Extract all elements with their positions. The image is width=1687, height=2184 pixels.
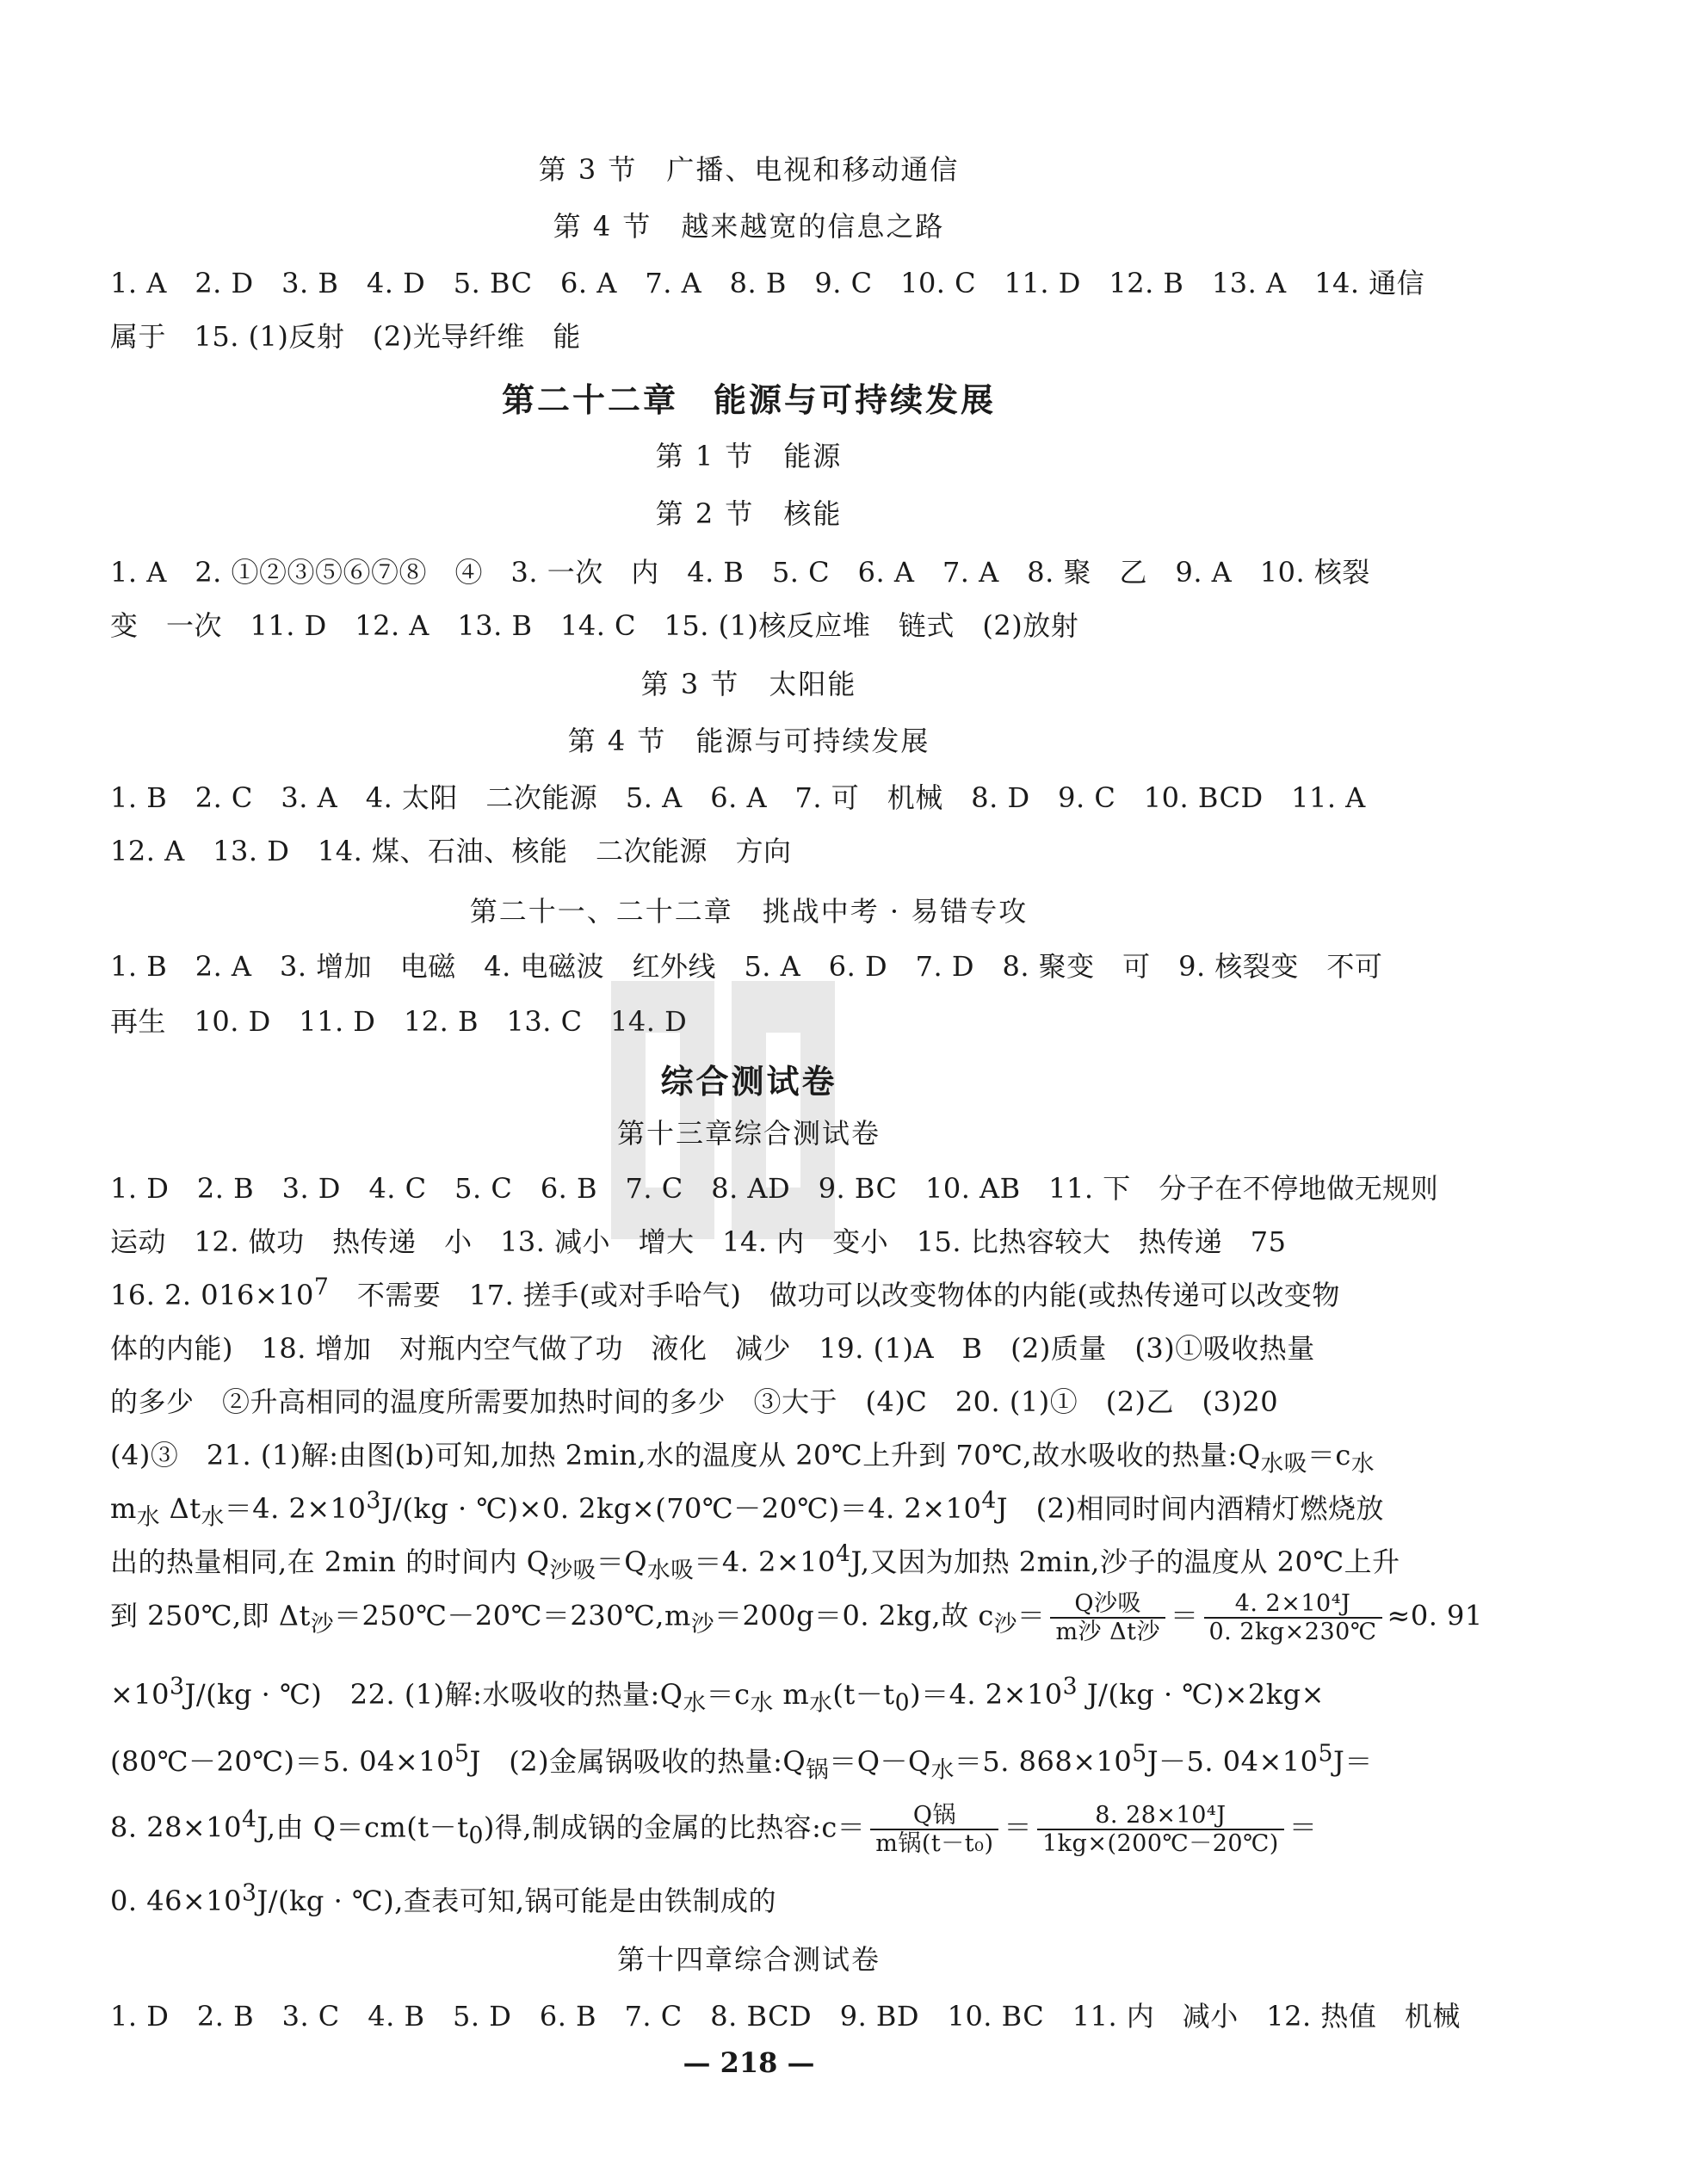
page-number-dash-left: — — [683, 2046, 711, 2079]
answer-line: 属于 15. (1)反射 (2)光导纤维 能 — [110, 320, 581, 353]
answer-line: 12. A 13. D 14. 煤、石油、核能 二次能源 方向 — [110, 835, 792, 867]
section-title-tests: 综合测试卷 — [660, 1063, 837, 1101]
fraction: $\frac{\text{4. 2×10⁴J}}{0. 2kg\times 230℃}$ — [1204, 1590, 1382, 1645]
answer-line: 16. 2. $016\times 10^7$ 不需要 17. 搓手(或对手哈气) 做功可以改变物体的内能(或热传递可以改变物 — [110, 1274, 1340, 1311]
answer-line: 1. A 2. D 3. B 4. D 5. BC 6. A 7. A 8. B 9. C 10. C 11. D 12. B 13. A 14. 通信 — [110, 267, 1425, 299]
section-title-solar: 第 3 节 太阳能 — [640, 668, 857, 700]
fraction: $\frac{\text{Q锅}}{\text{m锅(t－t₀)}}$ — [870, 1802, 998, 1857]
fraction: $\frac{\text{Q沙吸}}{\text{m沙 Δt沙}}$ — [1050, 1590, 1165, 1645]
section-title-nuclear: 第 2 节 核能 — [655, 497, 843, 530]
answer-line: 体的内能) 18. 增加 对瓶内空气做了功 液化 减少 19. (1)A B (2)质量 (3)①吸收热量 — [110, 1332, 1315, 1365]
answer-line: 1. B 2. A 3. 增加 电磁 4. 电磁波 红外线 5. A 6. D 7. D 8. 聚变 可 9. 核裂变 不可 — [110, 950, 1383, 983]
answer-line: $\times 10^3J/(kg$ · ℃) 22. (1)解:水吸收的热量$:Q_水=c_水$ $m_水(t-t_0)=4$. $2\times 10^3$ J/(kg · ℃)×2kg× — [110, 1673, 1325, 1717]
section-title-ch14-test: 第十四章综合测试卷 — [616, 1943, 881, 1976]
answer-line: 出的热量相同,在 2min 的时间内 $Q_{沙吸}=Q_{水吸}=4$. $2\times 10^4J$,又因为加热 2min,沙子的温度从 20℃上升 — [110, 1540, 1400, 1584]
chapter-title-22: 第二十二章 能源与可持续发展 — [501, 381, 996, 419]
section-title-sustainable: 第 4 节 能源与可持续发展 — [567, 725, 930, 757]
answer-line: 变 一次 11. D 12. A 13. B 14. C 15. (1)核反应堆 链式 (2)放射 — [110, 609, 1079, 642]
answer-line-formula: 到 250℃,即 $\Delta t_沙=250℃-20℃=230℃,m_沙=200g=0$. 2kg,故 $c_沙=$ $\frac{\text{Q沙吸}}{\text{m沙 Δt沙}}$ ＝ $\frac{\text{4. 2×10⁴J}}{0. 2kg\times 230℃}$ ≈0. 91 — [110, 1590, 1483, 1646]
page-number-value: 218 — [720, 2046, 778, 2079]
answer-line: (4)③ 21. (1)解:由图(b)可知,加热 2min,水的温度从 20℃上升到 70℃,故水吸收的热量$:Q_{水吸}=c_水$ — [110, 1439, 1375, 1478]
section-title-info-road: 第 4 节 越来越宽的信息之路 — [553, 210, 945, 243]
answer-line: 运动 12. 做功 热传递 小 13. 减小 增大 14. 内 变小 15. 比热容较大 热传递 75 — [110, 1225, 1287, 1258]
answer-line: 1. D 2. B 3. C 4. B 5. D 6. B 7. C 8. BCD 9. BD 10. BC 11. 内 减小 12. 热值 机械 — [110, 2000, 1461, 2033]
page-number-dash-right: — — [787, 2046, 815, 2079]
answer-line: 的多少 ②升高相同的温度所需要加热时间的多少 ③大于 (4)C 20. (1)① (2)乙 (3)20 — [110, 1385, 1279, 1418]
answer-line: 1. A 2. ①②③⑤⑥⑦⑧ ④ 3. 一次 内 4. B 5. C 6. A 7. A 8. 聚 乙 9. A 10. 核裂 — [110, 556, 1370, 589]
answer-line: $m_水$ $\Delta t_水=4$. $2\times 10^3J/(kg$ · ℃)×0. 2kg×(70℃－20℃)＝4. $2\times 10^4J$ (2)相同时间内酒精灯燃烧放 — [110, 1487, 1384, 1531]
section-title-challenge: 第二十一、二十二章 挑战中考 · 易错专攻 — [469, 895, 1029, 928]
answer-line: 0. $46\times 10^3J/(kg$ · ℃),查表可知,锅可能是由铁制成的 — [110, 1879, 777, 1917]
section-title-broadcast: 第 3 节 广播、电视和移动通信 — [538, 153, 960, 186]
answer-line: (80℃－20℃)＝5. $04\times 10^5J$ (2)金属锅吸收的热量$:Q_锅=Q-Q_水=5$. $868\times 10^5J-5$. $04\times 10^5J=$ — [110, 1740, 1373, 1784]
page-number — [0, 2046, 1498, 2079]
answer-line: 1. D 2. B 3. D 4. C 5. C 6. B 7. C 8. AD 9. BC 10. AB 11. 下 分子在不停地做无规则 — [110, 1172, 1439, 1205]
answer-line: 1. B 2. C 3. A 4. 太阳 二次能源 5. A 6. A 7. 可 机械 8. D 9. C 10. BCD 11. A — [110, 781, 1366, 814]
section-title-energy: 第 1 节 能源 — [655, 440, 843, 472]
fraction: $\frac{\text{8. 28×10⁴J}}{1kg\times(200℃-20℃)}$ — [1037, 1802, 1284, 1857]
answer-line-formula: 8. $28\times 10^4J$,由 $Q=cm(t-t_0)$得,制成锅的金属的比热容:c＝ $\frac{\text{Q锅}}{\text{m锅(t－t₀)}}$ ＝ $\frac{\text{8. 28×10⁴J}}{1kg\times(200℃-20℃)}$ ＝ — [110, 1802, 1318, 1858]
section-title-ch13-test: 第十三章综合测试卷 — [616, 1117, 881, 1150]
answer-line: 再生 10. D 11. D 12. B 13. C 14. D — [110, 1005, 688, 1038]
